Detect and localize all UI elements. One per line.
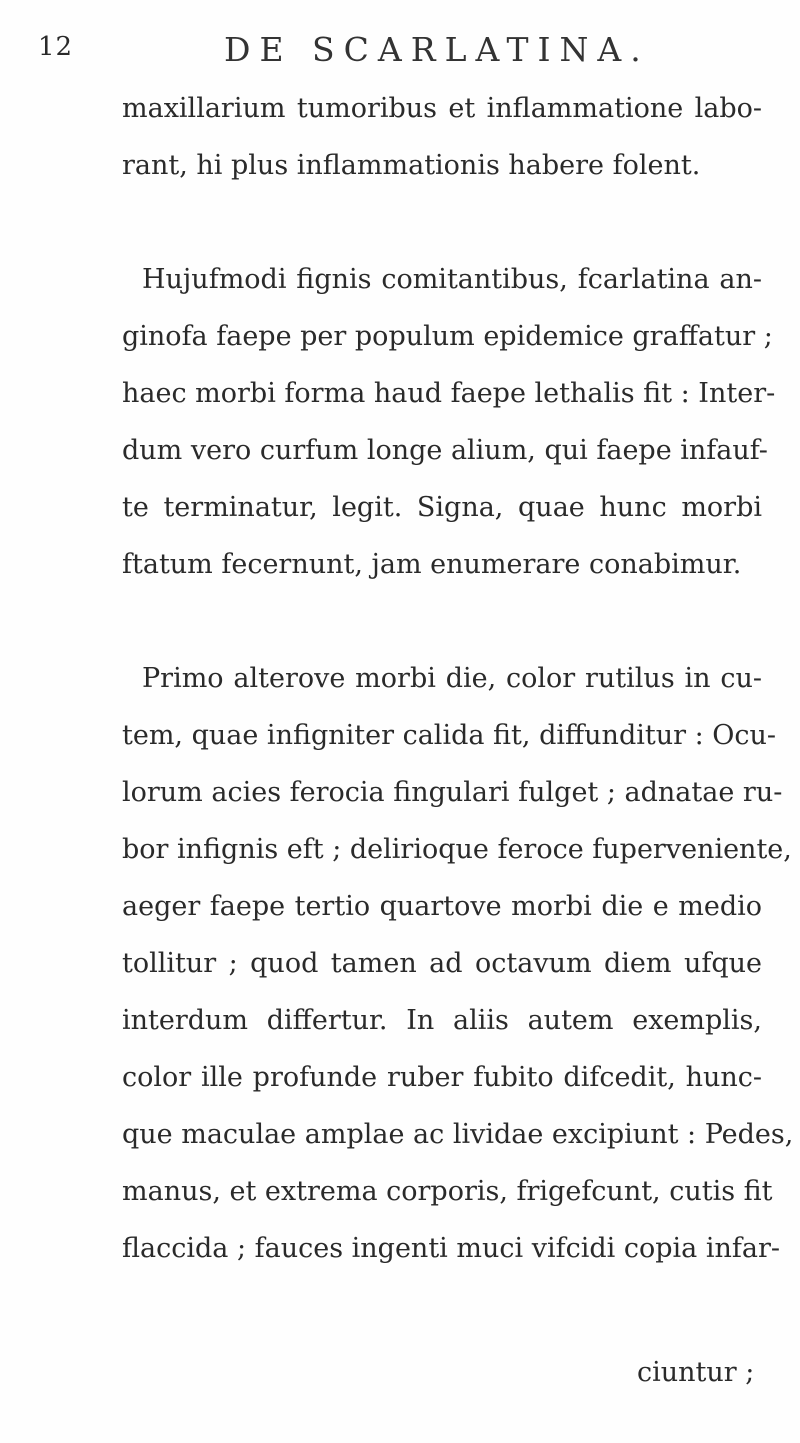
text-line: dum vero curfum longe alium, qui faepe infauf-: [122, 435, 768, 466]
text-line: aeger faepe tertio quartove morbi die e medio: [122, 891, 762, 922]
text-line: Primo alterove morbi die, color rutilus in cu-: [142, 663, 762, 694]
body-text: [122, 80, 794, 1277]
text-line: color ille profunde ruber fubito difcedit, hunc-: [122, 1062, 762, 1093]
text-line: ftatum fecernunt, jam enumerare conabimur.: [122, 549, 742, 580]
text-line: rant, hi plus inflammationis habere folent.: [122, 150, 701, 181]
text-line: lorum acies ferocia fingulari fulget ; adnatae ru-: [122, 777, 783, 808]
text-line: te terminatur, legit. Signa, quae hunc morbi: [122, 492, 762, 523]
text-line: Hujufmodi fignis comitantibus, fcarlatina an-: [142, 264, 762, 295]
text-line: flaccida ; fauces ingenti muci vifcidi copia infar-: [122, 1233, 780, 1264]
text-line: interdum differtur. In aliis autem exemplis,: [122, 1005, 762, 1036]
text-line: ginofa faepe per populum epidemice graffatur ;: [122, 321, 773, 352]
text-line: que maculae amplae ac lividae excipiunt : Pedes,: [122, 1119, 794, 1150]
catchword: ciuntur ;: [637, 1357, 755, 1388]
running-title: DE SCARLATINA.: [224, 30, 650, 69]
text-line: bor infignis eft ; delirioque feroce fuperveniente,: [122, 834, 792, 865]
running-head: [38, 30, 758, 80]
text-line: maxillarium tumoribus et inflammatione labo-: [122, 93, 762, 124]
text-line: manus, et extrema corporis, frigefcunt, cutis fit: [122, 1176, 773, 1207]
text-line: haec morbi forma haud faepe lethalis fit : Inter-: [122, 378, 776, 409]
text-line: tollitur ; quod tamen ad octavum diem ufque: [122, 948, 762, 979]
text-line: tem, quae infigniter calida fit, diffunditur : Ocu-: [122, 720, 777, 751]
page-number: 12: [38, 32, 74, 62]
